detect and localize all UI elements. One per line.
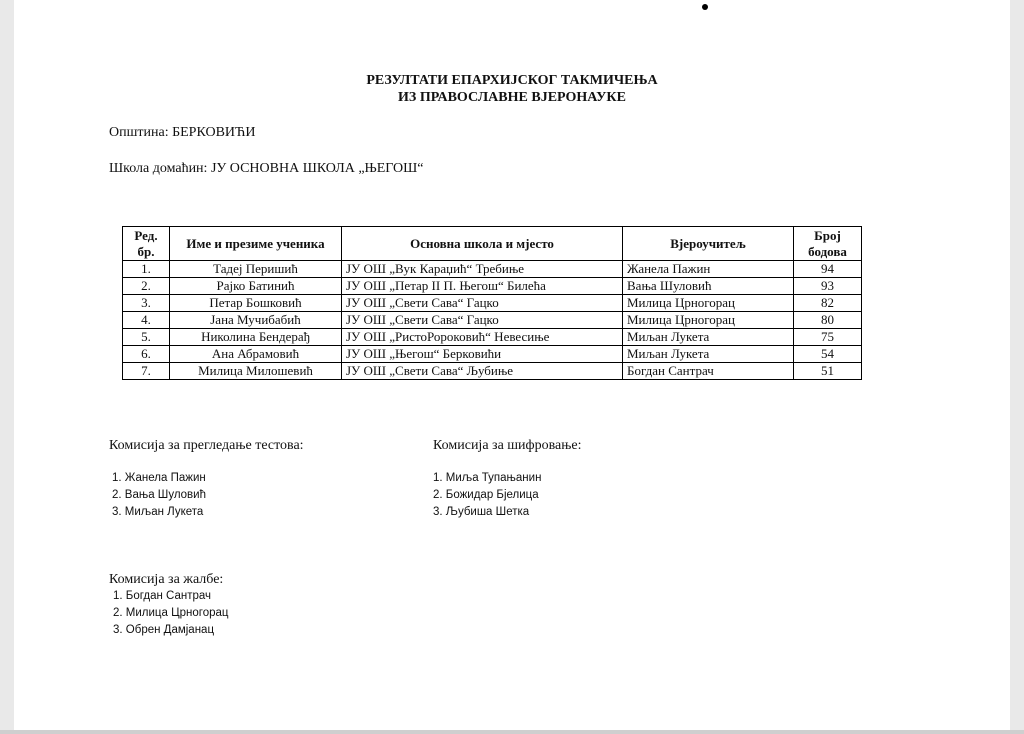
appeals-committee [109,572,228,639]
bullet-dot [702,4,708,10]
row-school: ЈУ ОШ „Свети Сава“ Гацко [342,295,623,312]
document-title [14,72,1010,106]
table-row [123,346,862,363]
row-no: 2. [123,278,170,295]
row-school: ЈУ ОШ „Његош“ Берковићи [342,346,623,363]
table-row [123,261,862,278]
header-points-line-2: бодова [808,243,847,259]
row-teacher: Милица Црногорац [623,312,794,329]
title-line-2: ИЗ ПРАВОСЛАВНЕ ВЈЕРОНАУКЕ [398,90,626,105]
coding-committee-title: Комисија за шифровање: [433,438,582,453]
results-table [122,226,862,380]
row-name: Николина Бендерађ [170,329,342,346]
row-points: 51 [794,363,862,380]
coding-committee-list [433,470,582,521]
table-row [123,278,862,295]
header-name: Име и презиме ученика [170,227,342,261]
header-teacher: Вјероучитељ [623,227,794,261]
header-no-line-1: Ред. [134,227,158,243]
row-teacher: Жанела Пажин [623,261,794,278]
review-committee [109,438,304,521]
row-school: ЈУ ОШ „Вук Караџић“ Требиње [342,261,623,278]
list-item: 3. Миљан Лукета [112,506,204,518]
row-no: 3. [123,295,170,312]
document-page [14,0,1010,734]
host-school-line: Школа домаћин: ЈУ ОСНОВНА ШКОЛА „ЊЕГОШ“ [109,161,424,176]
row-no: 7. [123,363,170,380]
appeals-committee-list [113,588,228,639]
table-header-row [123,227,862,261]
municipality-line: Општина: БЕРКОВИЋИ [109,125,256,140]
row-school: ЈУ ОШ „Свети Сава“ Љубиње [342,363,623,380]
row-no: 5. [123,329,170,346]
row-no: 6. [123,346,170,363]
header-points [794,227,862,261]
coding-committee [433,438,582,521]
row-name: Милица Милошевић [170,363,342,380]
review-committee-list [112,470,304,521]
row-points: 82 [794,295,862,312]
header-no-line-2: бр. [137,243,155,259]
header-no [123,227,170,261]
list-item: 1. Жанела Пажин [112,472,206,484]
row-name: Тадеј Перишић [170,261,342,278]
row-name: Петар Бошковић [170,295,342,312]
row-teacher: Богдан Сантрач [623,363,794,380]
row-points: 93 [794,278,862,295]
review-committee-title: Комисија за прегледање тестова: [109,438,304,453]
row-teacher: Миљан Лукета [623,346,794,363]
row-school: ЈУ ОШ „Свети Сава“ Гацко [342,312,623,329]
table-row [123,295,862,312]
list-item: 1. Миља Тупањанин [433,472,542,484]
list-item: 1. Богдан Сантрач [113,590,212,602]
row-points: 75 [794,329,862,346]
row-points: 54 [794,346,862,363]
row-teacher: Вања Шуловић [623,278,794,295]
row-points: 80 [794,312,862,329]
row-name: Рајко Батинић [170,278,342,295]
row-no: 4. [123,312,170,329]
header-school: Основна школа и мјесто [342,227,623,261]
list-item: 2. Милица Црногорац [113,607,229,619]
list-item: 3. Љубиша Шетка [433,506,530,518]
row-name: Јана Мучибабић [170,312,342,329]
row-name: Ана Абрамовић [170,346,342,363]
list-item: 2. Божидар Бјелица [433,489,539,501]
page-bottom-edge [0,730,1024,734]
header-points-line-1: Број [814,227,841,243]
row-teacher: Миљан Лукета [623,329,794,346]
table-row [123,363,862,380]
table-row [123,312,862,329]
row-points: 94 [794,261,862,278]
row-school: ЈУ ОШ „Петар II П. Његош“ Билећа [342,278,623,295]
row-no: 1. [123,261,170,278]
row-school: ЈУ ОШ „РистоРороковић“ Невесиње [342,329,623,346]
title-line-1: РЕЗУЛТАТИ ЕПАРХИЈСКОГ ТАКМИЧЕЊА [366,73,658,88]
row-teacher: Милица Црногорац [623,295,794,312]
list-item: 3. Обрен Дамјанац [113,624,215,636]
table-row [123,329,862,346]
list-item: 2. Вања Шуловић [112,489,206,501]
appeals-committee-title: Комисија за жалбе: [109,572,224,587]
